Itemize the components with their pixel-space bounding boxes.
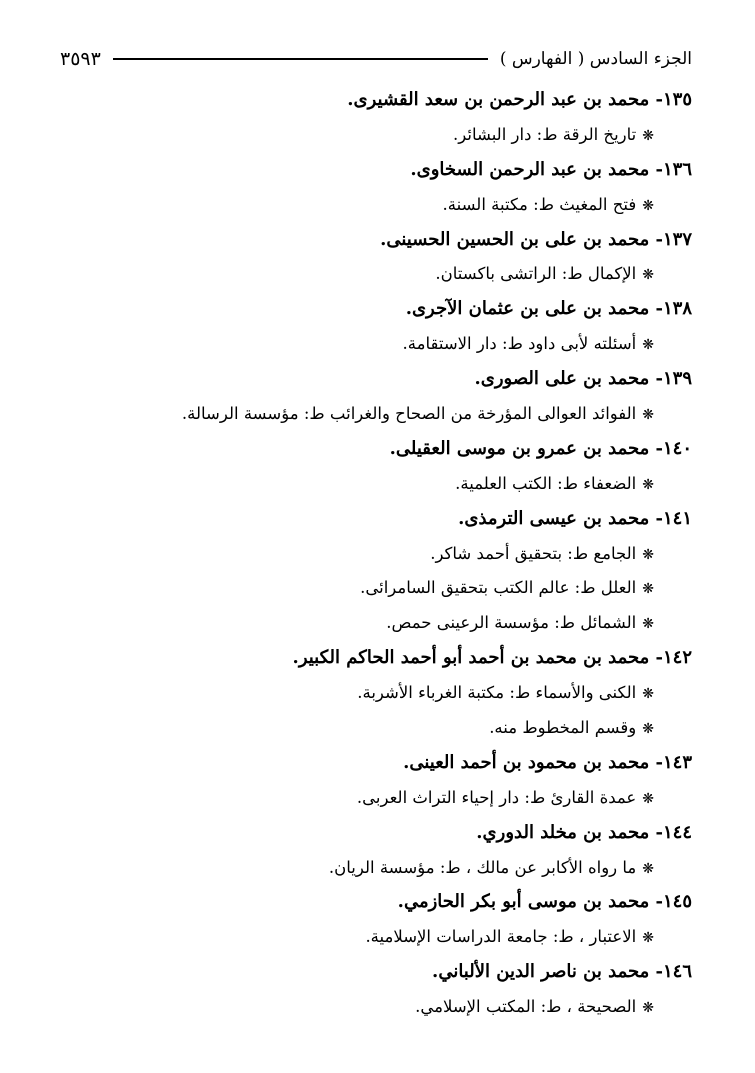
entry-work-line	[40, 990, 692, 1025]
work-title-text: تاريخ الرقة ط: دار البشائر.	[453, 124, 637, 144]
work-title-text: أسئلته لأبى داود ط: دار الاستقامة.	[402, 334, 637, 354]
entry-work-line	[40, 781, 692, 816]
asterisk-bullet-icon: ❋	[642, 1000, 654, 1017]
work-title-text: الضعفاء ط: الكتب العلمية.	[455, 473, 637, 493]
author-name-text: ١٤٣- محمد بن محمود بن أحمد العينى.	[403, 751, 692, 773]
running-head: الجزء السادس ( الفهارس )	[499, 49, 692, 69]
entry-work-line	[40, 676, 692, 711]
entry-work-line	[40, 397, 692, 432]
entry-author-line	[40, 885, 692, 920]
asterisk-bullet-icon: ❋	[642, 127, 654, 144]
entry-author-line	[40, 641, 692, 676]
entry-work-line	[40, 851, 692, 886]
work-title-text: الكنى والأسماء ط: مكتبة الغرباء الأشربة.	[357, 683, 637, 703]
asterisk-bullet-icon: ❋	[642, 337, 654, 354]
work-title-text: الشمائل ط: مؤسسة الرعينى حمص.	[386, 613, 637, 633]
author-name-text: ١٣٨- محمد بن على بن عثمان الآجرى.	[405, 298, 692, 320]
entry-author-line	[40, 362, 692, 397]
page-number: ٣٥٩٣	[60, 48, 101, 70]
author-name-text: ١٤٢- محمد بن محمد بن أحمد أبو أحمد الحاكم الكبير.	[292, 647, 692, 669]
entry-work-line	[40, 257, 692, 292]
entry-author-line	[40, 502, 692, 537]
entry-work-line	[40, 571, 692, 606]
asterisk-bullet-icon: ❋	[642, 546, 654, 563]
entry-author-line	[40, 746, 692, 781]
asterisk-bullet-icon: ❋	[642, 267, 654, 284]
asterisk-bullet-icon: ❋	[642, 407, 654, 424]
work-title-text: وقسم المخطوط منه.	[489, 718, 637, 738]
asterisk-bullet-icon: ❋	[642, 686, 654, 703]
author-name-text: ١٤٦- محمد بن ناصر الدين الألباني.	[432, 961, 692, 983]
entry-author-line	[40, 83, 692, 118]
entry-author-line	[40, 432, 692, 467]
work-title-text: الفوائد العوالى المؤرخة من الصحاح والغرائب ط: مؤسسة الرسالة.	[181, 404, 637, 424]
entry-work-line	[40, 467, 692, 502]
asterisk-bullet-icon: ❋	[642, 860, 654, 877]
author-name-text: ١٤٠- محمد بن عمرو بن موسى العقيلى.	[389, 437, 692, 459]
header-rule	[113, 58, 488, 60]
work-title-text: الصحيحة ، ط: المكتب الإسلامي.	[415, 997, 637, 1017]
work-title-text: العلل ط: عالم الكتب بتحقيق السامرائى.	[360, 578, 637, 598]
author-name-text: ١٣٩- محمد بن على الصورى.	[474, 368, 692, 390]
asterisk-bullet-icon: ❋	[642, 197, 654, 214]
entry-author-line	[40, 153, 692, 188]
work-title-text: الإكمال ط: الراتشى باكستان.	[435, 264, 637, 284]
author-name-text: ١٤١- محمد بن عيسى الترمذى.	[458, 507, 692, 529]
entry-work-line	[40, 606, 692, 641]
work-title-text: فتح المغيث ط: مكتبة السنة.	[442, 194, 637, 214]
entry-work-line	[40, 118, 692, 153]
entry-author-line	[40, 292, 692, 327]
asterisk-bullet-icon: ❋	[642, 790, 654, 807]
entry-work-line	[40, 327, 692, 362]
entry-work-line	[40, 711, 692, 746]
entry-author-line	[40, 816, 692, 851]
author-name-text: ١٤٤- محمد بن مخلد الدوري.	[476, 821, 692, 843]
asterisk-bullet-icon: ❋	[642, 721, 654, 738]
entry-work-line	[40, 537, 692, 572]
author-name-text: ١٣٦- محمد بن عبد الرحمن السخاوى.	[410, 158, 692, 180]
author-name-text: ١٣٥- محمد بن عبد الرحمن بن سعد القشيرى.	[347, 89, 692, 110]
asterisk-bullet-icon: ❋	[642, 476, 654, 493]
work-title-text: عمدة القارئ ط: دار إحياء التراث العربى.	[356, 787, 637, 807]
asterisk-bullet-icon: ❋	[642, 616, 654, 633]
entry-work-line	[40, 920, 692, 955]
asterisk-bullet-icon: ❋	[642, 930, 654, 947]
index-entries	[40, 83, 692, 1025]
work-title-text: ما رواه الأكابر عن مالك ، ط: مؤسسة الريان.	[328, 857, 637, 877]
entry-work-line	[40, 188, 692, 223]
author-name-text: ١٣٧- محمد بن على بن الحسين الحسينى.	[380, 228, 692, 250]
entry-author-line	[40, 223, 692, 258]
page-header	[60, 44, 692, 74]
work-title-text: الاعتبار ، ط: جامعة الدراسات الإسلامية.	[365, 927, 637, 947]
entry-author-line	[40, 955, 692, 990]
work-title-text: الجامع ط: بتحقيق أحمد شاكر.	[430, 543, 637, 563]
author-name-text: ١٤٥- محمد بن موسى أبو بكر الحازمي.	[397, 891, 692, 913]
asterisk-bullet-icon: ❋	[642, 581, 654, 598]
